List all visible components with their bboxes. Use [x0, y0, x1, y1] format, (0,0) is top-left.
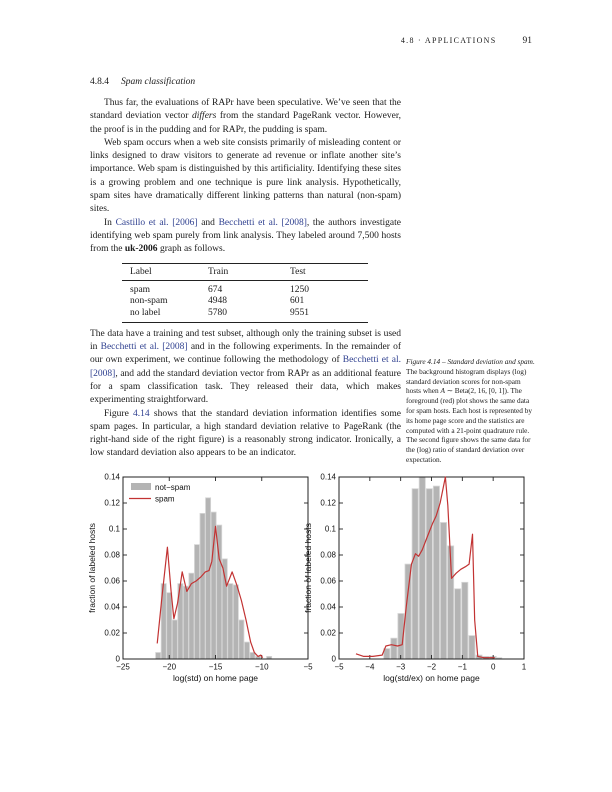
- text-column: [90, 77, 401, 461]
- table-header: [122, 263, 368, 280]
- y-tick-label: 0.04: [320, 602, 336, 612]
- paragraph-1: [90, 97, 401, 137]
- table-cell: non-spam: [130, 296, 168, 307]
- paragraph-4: [90, 328, 401, 408]
- label-counts-table: [122, 263, 368, 323]
- table-cell: 9551: [290, 307, 309, 318]
- text-run: In: [104, 217, 116, 228]
- citation-link[interactable]: Becchetti et al. [2008]: [218, 217, 307, 228]
- y-tick-label: 0.06: [104, 576, 120, 586]
- text-run: from the standard PageRank vector. However, the proof is in the pudding and for RAPr, the pudding is spam.: [90, 111, 401, 135]
- x-tick-label: −5: [334, 662, 344, 672]
- table-body: [122, 280, 368, 322]
- figure-caption: [406, 357, 537, 465]
- bar: [172, 620, 177, 659]
- table-header-cell: Train: [200, 263, 282, 280]
- x-tick-label: −25: [116, 662, 130, 672]
- legend-label-spam: spam: [155, 494, 175, 504]
- text-run: Figure: [104, 408, 134, 419]
- bars-not-spam: [156, 498, 272, 659]
- y-tick-label: 0.14: [104, 472, 120, 482]
- bar: [200, 513, 205, 659]
- section-heading: [90, 77, 401, 87]
- page-number: 91: [522, 36, 532, 46]
- legend: [129, 483, 191, 504]
- bar: [222, 559, 227, 659]
- table-cell: no label: [130, 307, 161, 318]
- x-tick-label: −15: [208, 662, 223, 672]
- x-tick-label: −10: [254, 662, 269, 672]
- bar: [250, 653, 255, 660]
- section-title: Spam classification: [121, 77, 196, 87]
- paragraph-2: [90, 137, 401, 217]
- y-tick-label: 0.1: [108, 524, 120, 534]
- table-cell: spam: [130, 284, 151, 295]
- text-run: differs: [192, 111, 217, 122]
- citation-link[interactable]: Castillo et al. [2006]: [115, 217, 198, 228]
- x-tick-label: −4: [365, 662, 375, 672]
- x-axis-label: log(std) on home page: [172, 673, 259, 683]
- y-axis-label: fraction of labeled hosts: [87, 523, 97, 613]
- citation-link[interactable]: 4.14: [133, 408, 150, 419]
- bar: [167, 593, 172, 659]
- y-tick-label: 0: [331, 654, 336, 664]
- table-cell: 674: [208, 284, 223, 295]
- text-run: , the authors investigate identifying web spam purely from link analysis. They labeled around 7,500 hosts from the: [90, 217, 401, 255]
- table-cell: 4948: [208, 296, 227, 307]
- legend-patch-not-spam: [131, 483, 151, 490]
- text-run: Figure 4.14 – Standard deviation and spam.: [406, 357, 535, 366]
- y-tick-label: 0.1: [324, 524, 336, 534]
- bar: [412, 489, 418, 659]
- bar: [391, 638, 397, 659]
- histogram-right: [302, 469, 530, 701]
- bar: [211, 512, 216, 659]
- table-row: [122, 307, 368, 322]
- text-run: Web spam occurs when a web site consists primarily of misleading content or links designed to draw visitors to generate ad revenue or inflate another site’s importance. Web spam is distinguished by this artificiality. Identifying these sites is a growing problem and one technique is pure link analysis. Hypothetically, spam sites have dramatically different linking patterns than natural (non-spam) sites.: [90, 137, 401, 215]
- bar: [469, 636, 475, 659]
- paragraph-5: [90, 408, 401, 461]
- bars-not-spam: [384, 477, 502, 659]
- citation-link[interactable]: Becchetti et al. [2008]: [90, 355, 401, 379]
- x-tick-label: 1: [521, 662, 527, 672]
- table-cell: 5780: [208, 307, 227, 318]
- text-run: The data have a training and test subset, although only the training subset is used in: [90, 328, 401, 353]
- x-tick-label: −1: [457, 662, 467, 672]
- bar: [206, 498, 211, 659]
- table-row: [122, 295, 368, 307]
- y-tick-label: 0.02: [104, 628, 120, 638]
- bar: [462, 582, 468, 659]
- table-cell: 601: [290, 296, 305, 307]
- bar: [194, 545, 199, 659]
- text-run: and in the following experiments. In the remainder of our own experiment, we continue following the methodology of: [90, 342, 402, 366]
- y-tick-label: 0.06: [320, 576, 336, 586]
- text-run: graph as follows.: [157, 244, 226, 255]
- y-tick-label: 0.12: [104, 498, 120, 508]
- y-tick-label: 0.12: [320, 498, 336, 508]
- text-run: The background histogram displays (log) standard deviation scores for non-spam hosts when: [406, 366, 527, 396]
- table-cell: 1250: [290, 284, 309, 295]
- text-run: ∼ Beta(2, 16, [0, 1]). The foreground (red) plot shows the same data for spam hosts. Each host is represented by its home page score and the statistics are computed with a 21-point quadrature rule. The second figure shows the same data for the (log) ratio of standard deviation over expectation.: [406, 386, 533, 464]
- table-row: [122, 280, 368, 295]
- x-tick-label: 0: [490, 662, 496, 672]
- x-tick-label: −3: [396, 662, 406, 672]
- text-run: Thus far, the evaluations of RAPr have been speculative. We’ve seen that the standard deviation vector: [90, 98, 401, 122]
- bar: [426, 489, 432, 659]
- citation-link[interactable]: Becchetti et al. [2008]: [100, 342, 188, 353]
- x-axis-label: log(std/ex) on home page: [383, 673, 480, 683]
- y-tick-label: 0.08: [104, 550, 120, 560]
- text-run: A: [440, 386, 445, 396]
- x-tick-label: −20: [162, 662, 177, 672]
- paragraph-3: [90, 217, 401, 257]
- y-axis-label: fraction of labeled hosts: [303, 523, 313, 613]
- section-number: 4.8.4: [90, 77, 109, 87]
- bar: [433, 486, 439, 659]
- y-tick-label: 0.02: [320, 628, 336, 638]
- y-tick-label: 0.04: [104, 602, 120, 612]
- bar: [239, 620, 244, 659]
- y-tick-label: 0: [115, 654, 120, 664]
- bar: [440, 523, 446, 660]
- text-run: , and add the standard deviation vector from RAPr as an additional feature for a spam classification task. They released their data, which makes experimenting straightforward.: [90, 368, 401, 406]
- bar: [244, 642, 249, 659]
- running-header: [401, 36, 532, 46]
- x-tick-label: −2: [426, 662, 437, 672]
- text-run: uk-2006: [124, 244, 158, 255]
- table-header-cell: Test: [282, 263, 368, 280]
- bar: [183, 586, 188, 659]
- text-run: shows that the standard deviation information identifies some spam pages. In particular, a high standard deviation relative to PageRank (the right-hand side of the right figure) is a reasonably strong indicator. Ironically, a low standard deviation also appears to be an indicator.: [90, 408, 401, 459]
- header-section-label: 4.8 · APPLICATIONS: [400, 36, 497, 45]
- text-run: and: [197, 217, 219, 228]
- bar: [455, 589, 461, 659]
- y-tick-label: 0.08: [320, 550, 336, 560]
- bar: [156, 653, 161, 660]
- histogram-left: [86, 469, 314, 701]
- bar: [419, 477, 425, 659]
- bar: [233, 585, 238, 659]
- y-tick-label: 0.14: [320, 472, 336, 482]
- bar: [228, 584, 233, 659]
- table-header-cell: Label: [122, 263, 200, 280]
- legend-label-not-spam: not−spam: [155, 483, 191, 492]
- x-tick-label: −5: [303, 662, 313, 672]
